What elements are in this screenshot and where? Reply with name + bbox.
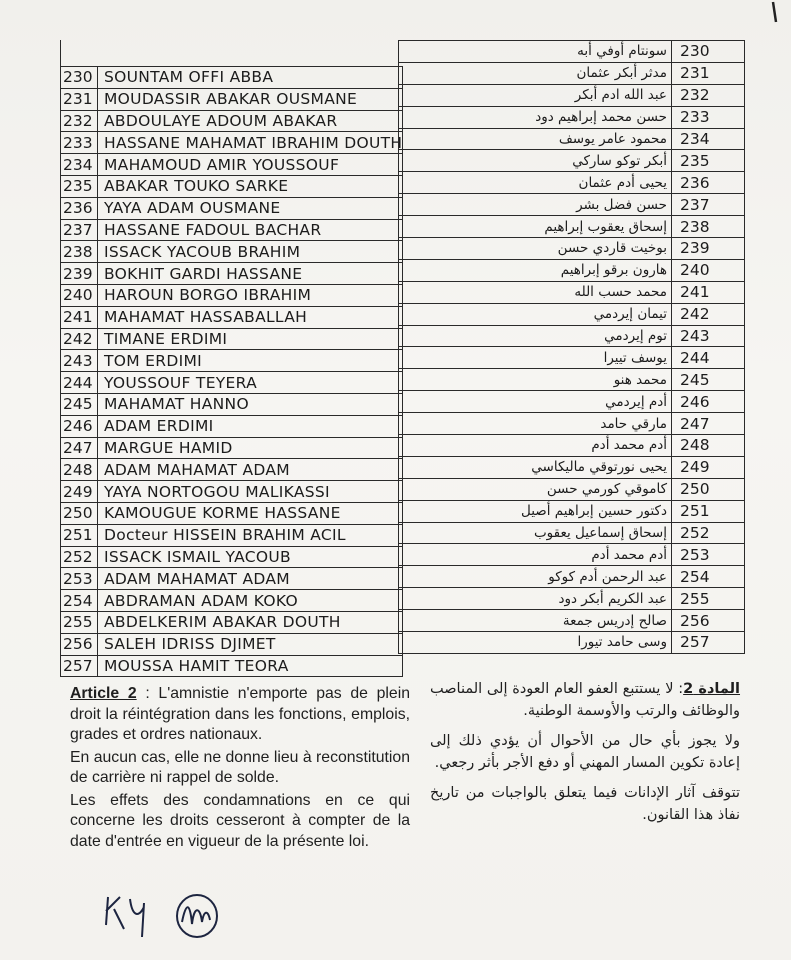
row-name: MAHAMAT HASSABALLAH bbox=[98, 306, 403, 328]
row-number: 239 bbox=[61, 263, 98, 285]
row-number: 236 bbox=[61, 197, 98, 219]
row-number: 230 bbox=[672, 41, 745, 63]
row-number: 236 bbox=[672, 172, 745, 194]
row-name: YOUSSOUF TEYERA bbox=[98, 372, 403, 394]
table-row bbox=[399, 413, 745, 435]
row-number: 243 bbox=[672, 325, 745, 347]
row-number: 233 bbox=[61, 132, 98, 154]
row-name-arabic: محمد حسب الله bbox=[399, 281, 672, 303]
row-name: ABAKAR TOUKO SARKE bbox=[98, 175, 403, 197]
row-number: 246 bbox=[61, 415, 98, 437]
row-number: 232 bbox=[672, 84, 745, 106]
row-number: 253 bbox=[672, 544, 745, 566]
table-row bbox=[61, 219, 403, 241]
table-row bbox=[61, 459, 403, 481]
row-number: 252 bbox=[61, 546, 98, 568]
table-row bbox=[399, 632, 745, 654]
table-row bbox=[399, 128, 745, 150]
row-number: 251 bbox=[61, 524, 98, 546]
row-number: 250 bbox=[61, 502, 98, 524]
row-number: 242 bbox=[61, 328, 98, 350]
row-number: 232 bbox=[61, 110, 98, 132]
arabic-names-table bbox=[398, 40, 745, 654]
table-row bbox=[399, 216, 745, 238]
row-name-arabic: عبد الله ادم أبكر bbox=[399, 84, 672, 106]
table-row bbox=[61, 67, 403, 89]
table-row bbox=[61, 197, 403, 219]
article-fr-p1: : L'amnistie n'emporte pas de plein droit la réintégration dans les fonctions, emplois, grades et ordres nationaux. bbox=[70, 685, 411, 743]
row-number: 239 bbox=[672, 238, 745, 260]
row-name-arabic: يحيى نورتوقي ماليكاسي bbox=[399, 456, 672, 478]
table-row bbox=[61, 524, 403, 546]
row-name: YAYA ADAM OUSMANE bbox=[98, 197, 403, 219]
row-name: MARGUE HAMID bbox=[98, 437, 403, 459]
row-name: ISSACK YACOUB BRAHIM bbox=[98, 241, 403, 263]
row-number: 248 bbox=[61, 459, 98, 481]
row-number: 240 bbox=[61, 284, 98, 306]
row-number: 251 bbox=[672, 500, 745, 522]
row-number: 255 bbox=[672, 588, 745, 610]
table-row bbox=[61, 611, 403, 633]
row-name-arabic: صالح إدريس جمعة bbox=[399, 610, 672, 632]
article-ar-p2: ولا يجوز بأي حال من الأحوال أن يؤدي ذلك إلى إعادة تكوين المسار المهني أو دفع الأجر بأثر رجعي. bbox=[430, 733, 740, 771]
table-row bbox=[399, 303, 745, 325]
table-row bbox=[399, 259, 745, 281]
row-name: YAYA NORTOGOU MALIKASSI bbox=[98, 481, 403, 503]
table-row bbox=[61, 306, 403, 328]
row-name-arabic: مدثر أبكر عثمان bbox=[399, 62, 672, 84]
table-row bbox=[61, 568, 403, 590]
row-number: 235 bbox=[672, 150, 745, 172]
table-row bbox=[61, 132, 403, 154]
row-number: 247 bbox=[672, 413, 745, 435]
row-name-arabic: مارقي حامد bbox=[399, 413, 672, 435]
table-row bbox=[61, 481, 403, 503]
table-row bbox=[399, 106, 745, 128]
french-names-table bbox=[60, 66, 403, 677]
row-name: MOUDASSIR ABAKAR OUSMANE bbox=[98, 88, 403, 110]
article-fr-p2: En aucun cas, elle ne donne lieu à reconstitution de carrière ni rappel de solde. bbox=[70, 748, 410, 786]
table-row bbox=[399, 435, 745, 457]
table-row bbox=[399, 84, 745, 106]
table-row bbox=[61, 350, 403, 372]
table-row bbox=[399, 456, 745, 478]
table-row bbox=[61, 88, 403, 110]
row-number: 234 bbox=[61, 154, 98, 176]
row-name: TOM ERDIMI bbox=[98, 350, 403, 372]
row-number: 247 bbox=[61, 437, 98, 459]
row-name-arabic: هارون برقو إبراهيم bbox=[399, 259, 672, 281]
row-name-arabic: سونتام أوفي أبه bbox=[399, 41, 672, 63]
row-name-arabic: حسن محمد إبراهيم دود bbox=[399, 106, 672, 128]
table-row bbox=[399, 281, 745, 303]
row-number: 253 bbox=[61, 568, 98, 590]
table-row bbox=[399, 610, 745, 632]
row-name: ISSACK ISMAIL YACOUB bbox=[98, 546, 403, 568]
table-row bbox=[61, 154, 403, 176]
table-row bbox=[399, 522, 745, 544]
row-name-arabic: بوخيت قاردي حسن bbox=[399, 238, 672, 260]
row-name: KAMOUGUE KORME HASSANE bbox=[98, 502, 403, 524]
table-row bbox=[399, 500, 745, 522]
table-row bbox=[61, 175, 403, 197]
row-number: 243 bbox=[61, 350, 98, 372]
table-row bbox=[399, 150, 745, 172]
row-name-arabic: أدم إيردمي bbox=[399, 391, 672, 413]
row-number: 246 bbox=[672, 391, 745, 413]
table-row bbox=[61, 415, 403, 437]
row-name-arabic: عبد الكريم أبكر دود bbox=[399, 588, 672, 610]
row-number: 257 bbox=[61, 655, 98, 677]
article-fr-p3: Les effets des condamnations en ce qui concerne les droits cesseront à compter de la date d'entrée en vigueur de la présente loi. bbox=[70, 791, 410, 850]
row-name: Docteur HISSEIN BRAHIM ACIL bbox=[98, 524, 403, 546]
table-row bbox=[61, 590, 403, 612]
row-number: 231 bbox=[672, 62, 745, 84]
table-row bbox=[399, 62, 745, 84]
row-name-arabic: محمد هنو bbox=[399, 369, 672, 391]
row-name: TIMANE ERDIMI bbox=[98, 328, 403, 350]
table-row bbox=[61, 284, 403, 306]
row-number: 248 bbox=[672, 435, 745, 457]
table-row bbox=[399, 194, 745, 216]
row-number: 249 bbox=[672, 456, 745, 478]
row-number: 237 bbox=[672, 194, 745, 216]
row-name: ADAM ERDIMI bbox=[98, 415, 403, 437]
table-row bbox=[61, 655, 403, 677]
row-name: ABDRAMAN ADAM KOKO bbox=[98, 590, 403, 612]
row-number: 238 bbox=[61, 241, 98, 263]
article-label-ar: المادة 2 bbox=[683, 681, 741, 697]
article-2-french bbox=[70, 684, 410, 854]
row-name-arabic: يوسف تييرا bbox=[399, 347, 672, 369]
table-row bbox=[61, 502, 403, 524]
table-row bbox=[399, 347, 745, 369]
row-number: 250 bbox=[672, 478, 745, 500]
round-signature bbox=[170, 892, 230, 947]
row-number: 249 bbox=[61, 481, 98, 503]
row-number: 235 bbox=[61, 175, 98, 197]
table-row bbox=[61, 328, 403, 350]
table-row bbox=[399, 544, 745, 566]
row-number: 234 bbox=[672, 128, 745, 150]
table-row bbox=[61, 110, 403, 132]
table-row bbox=[61, 633, 403, 655]
row-name: HASSANE MAHAMAT IBRAHIM DOUTH bbox=[98, 132, 403, 154]
row-number: 245 bbox=[61, 393, 98, 415]
table-row bbox=[61, 437, 403, 459]
pen-mark bbox=[761, 0, 781, 30]
row-number: 254 bbox=[672, 566, 745, 588]
row-number: 252 bbox=[672, 522, 745, 544]
row-name-arabic: أبكر توكو ساركي bbox=[399, 150, 672, 172]
row-name-arabic: كاموقي كورمي حسن bbox=[399, 478, 672, 500]
row-number: 241 bbox=[672, 281, 745, 303]
table-row bbox=[399, 391, 745, 413]
row-number: 255 bbox=[61, 611, 98, 633]
row-name-arabic: دكتور حسين إبراهيم أصيل bbox=[399, 500, 672, 522]
row-name: ADAM MAHAMAT ADAM bbox=[98, 568, 403, 590]
initials-signature bbox=[100, 885, 160, 945]
table-row bbox=[399, 566, 745, 588]
table-row bbox=[399, 369, 745, 391]
table-row bbox=[399, 41, 745, 63]
row-name-arabic: إسحاق يعقوب إبراهيم bbox=[399, 216, 672, 238]
table-row bbox=[399, 588, 745, 610]
row-name-arabic: توم إيردمي bbox=[399, 325, 672, 347]
table-row bbox=[61, 393, 403, 415]
row-name: SOUNTAM OFFI ABBA bbox=[98, 67, 403, 89]
row-number: 238 bbox=[672, 216, 745, 238]
row-name-arabic: يحيى أدم عثمان bbox=[399, 172, 672, 194]
row-number: 257 bbox=[672, 632, 745, 654]
row-number: 231 bbox=[61, 88, 98, 110]
row-number: 241 bbox=[61, 306, 98, 328]
article-ar-p1: : لا يستتبع العفو العام العودة إلى المناصب والوظائف والرتب والأوسمة الوطنية. bbox=[430, 681, 740, 719]
table-row bbox=[399, 325, 745, 347]
table-row bbox=[61, 372, 403, 394]
row-name: ABDELKERIM ABAKAR DOUTH bbox=[98, 611, 403, 633]
row-name: HAROUN BORGO IBRAHIM bbox=[98, 284, 403, 306]
row-name-arabic: إسحاق إسماعيل يعقوب bbox=[399, 522, 672, 544]
row-number: 242 bbox=[672, 303, 745, 325]
row-name-arabic: أدم محمد أدم bbox=[399, 544, 672, 566]
row-number: 240 bbox=[672, 259, 745, 281]
row-name-arabic: عبد الرحمن أدم كوكو bbox=[399, 566, 672, 588]
article-ar-p3: تتوقف آثار الإدانات فيما يتعلق بالواجبات من تاريخ نفاذ هذا القانون. bbox=[430, 785, 740, 823]
row-name: MAHAMOUD AMIR YOUSSOUF bbox=[98, 154, 403, 176]
row-name-arabic: أدم محمد أدم bbox=[399, 435, 672, 457]
article-label-fr: Article 2 bbox=[70, 685, 137, 702]
row-number: 256 bbox=[61, 633, 98, 655]
row-number: 254 bbox=[61, 590, 98, 612]
row-name-arabic: تيمان إيردمي bbox=[399, 303, 672, 325]
row-number: 237 bbox=[61, 219, 98, 241]
row-name: HASSANE FADOUL BACHAR bbox=[98, 219, 403, 241]
table-row bbox=[61, 546, 403, 568]
row-number: 256 bbox=[672, 610, 745, 632]
row-name: MOUSSA HAMIT TEORA bbox=[98, 655, 403, 677]
table-row bbox=[399, 238, 745, 260]
row-number: 245 bbox=[672, 369, 745, 391]
row-number: 230 bbox=[61, 67, 98, 89]
row-name: ABDOULAYE ADOUM ABAKAR bbox=[98, 110, 403, 132]
row-name-arabic: محمود عامر يوسف bbox=[399, 128, 672, 150]
table-row bbox=[61, 263, 403, 285]
row-number: 244 bbox=[61, 372, 98, 394]
row-number: 233 bbox=[672, 106, 745, 128]
row-name-arabic: حسن فضل بشر bbox=[399, 194, 672, 216]
table-row bbox=[399, 172, 745, 194]
row-name-arabic: وسى حامد تيورا bbox=[399, 632, 672, 654]
row-name: ADAM MAHAMAT ADAM bbox=[98, 459, 403, 481]
table-row bbox=[399, 478, 745, 500]
row-name: SALEH IDRISS DJIMET bbox=[98, 633, 403, 655]
row-name: MAHAMAT HANNO bbox=[98, 393, 403, 415]
row-name: BOKHIT GARDI HASSANE bbox=[98, 263, 403, 285]
article-2-arabic bbox=[430, 678, 740, 834]
row-number: 244 bbox=[672, 347, 745, 369]
table-row bbox=[61, 241, 403, 263]
